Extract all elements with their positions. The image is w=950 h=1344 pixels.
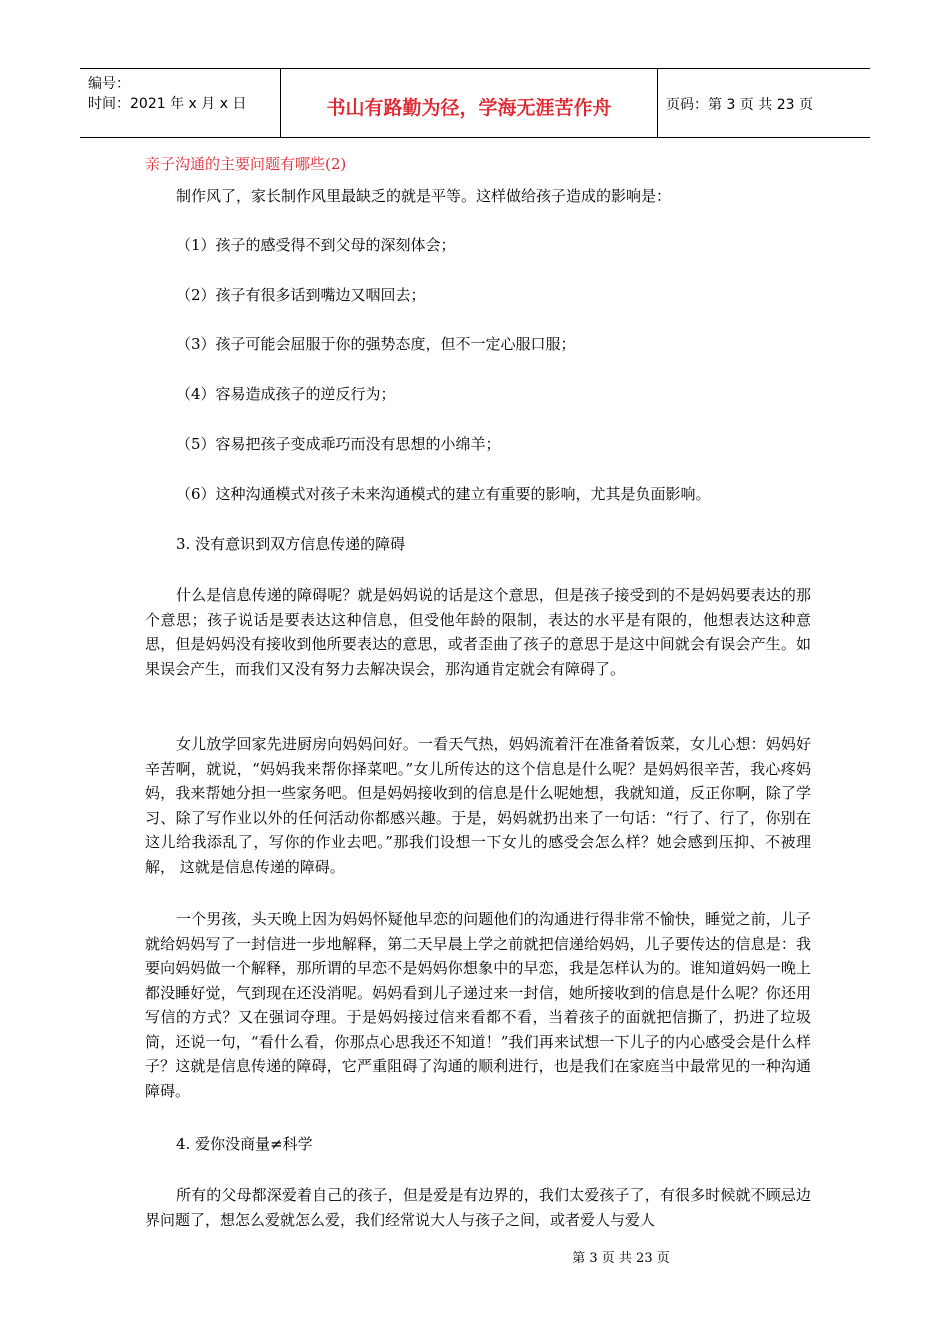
paragraph-1: 什么是信息传递的障碍呢？就是妈妈说的话是这个意思，但是孩子接受到的不是妈妈要表达的那个意思；孩子说话是要表达这种信息，但受他年龄的限制，表达的水平是有限的，他想表达这种意思，但是妈妈没有接收到他所要表达的意思，或者歪曲了孩子的意思于是这中间就会有误会产生。如果误会产生，而我们又没有努力去解决误会，那沟通肯定就会有障碍了。 xyxy=(145,586,811,678)
list-item: （6）这种沟通模式对孩子未来沟通模式的建立有重要的影响，尤其是负面影响。 xyxy=(176,485,711,503)
list-item: （1）孩子的感受得不到父母的深刻体会； xyxy=(176,236,456,254)
page-info: 页码：第 3 页 共 23 页 xyxy=(666,97,813,113)
intro-line: 制作风了，家长制作风里最缺乏的就是平等。这样做给孩子造成的影响是： xyxy=(176,187,672,205)
list-item: （5）容易把孩子变成乖巧而没有思想的小绵羊； xyxy=(176,435,501,453)
header-motto-cell xyxy=(281,69,658,137)
paragraph-2: 女儿放学回家先进厨房向妈妈问好。一看天气热，妈妈流着汗在准备着饭菜，女儿心想：妈妈好辛苦啊，就说，“妈妈我来帮你择菜吧。”女儿所传达的这个信息是什么呢？是妈妈很辛苦，我心疼妈妈，我来帮她分担一些家务吧。但是妈妈接收到的信息是什么呢她想，我就知道，反正你啊，除了学习、除了写作业以外的任何活动你都感兴趣。于是，妈妈就扔出来了一句话：“行了、行了，你别在这儿给我添乱了，写你的作业去吧。”那我们设想一下女儿的感受会怎么样？她会感到压抑、不被理解， 这就是信息传递的障碍。 xyxy=(145,735,811,876)
date-text: 时间：2021 年 x 月 x 日 xyxy=(88,96,247,112)
page-header xyxy=(80,68,870,138)
footer-page-number: 第 3 页 共 23 页 xyxy=(572,1251,670,1266)
header-meta-cell xyxy=(80,69,281,137)
serial-label: 编号： xyxy=(88,76,130,92)
header-page-cell xyxy=(658,69,870,137)
article-title: 亲子沟通的主要问题有哪些(2) xyxy=(145,155,347,173)
paragraph-3: 一个男孩，头天晚上因为妈妈怀疑他早恋的问题他们的沟通进行得非常不愉快，睡觉之前，儿子就给妈妈写了一封信进一步地解释，第二天早晨上学之前就把信递给妈妈，儿子要传达的信息是：我要向妈妈做一个解释，那所谓的早恋不是妈妈你想象中的早恋，我是怎样认为的。谁知道妈妈一晚上都没睡好觉，气到现在还没消呢。妈妈看到儿子递过来一封信，她所接收到的信息是什么呢？你还用写信的方式？又在强词夺理。于是妈妈接过信来看都不看，当着孩子的面就把信撕了，扔进了垃圾筒，还说一句，“看什么看，你那点心思我还不知道！”我们再来试想一下儿子的内心感受会是什么样子？这就是信息传递的障碍，它严重阻碍了沟通的顺利进行，也是我们在家庭当中最常见的一种沟通障碍。 xyxy=(145,910,811,1100)
list-item: （2）孩子有很多话到嘴边又咽回去； xyxy=(176,286,426,304)
section-heading-3: 3. 没有意识到双方信息传递的障碍 xyxy=(176,535,406,553)
list-item: （4）容易造成孩子的逆反行为； xyxy=(176,385,396,403)
motto-text: 书山有路勤为径，学海无涯苦作舟 xyxy=(326,97,612,119)
paragraph-4: 所有的父母都深爱着自己的孩子，但是爱是有边界的，我们太爱孩子了，有很多时候就不顾忌边界问题了，想怎么爱就怎么爱，我们经常说大人与孩子之间，或者爱人与爱人 xyxy=(145,1186,811,1229)
section-heading-4: 4. 爱你没商量≠科学 xyxy=(176,1135,313,1153)
page-footer xyxy=(0,1247,950,1266)
list-item: （3）孩子可能会屈服于你的强势态度，但不一定心服口服； xyxy=(176,335,576,353)
